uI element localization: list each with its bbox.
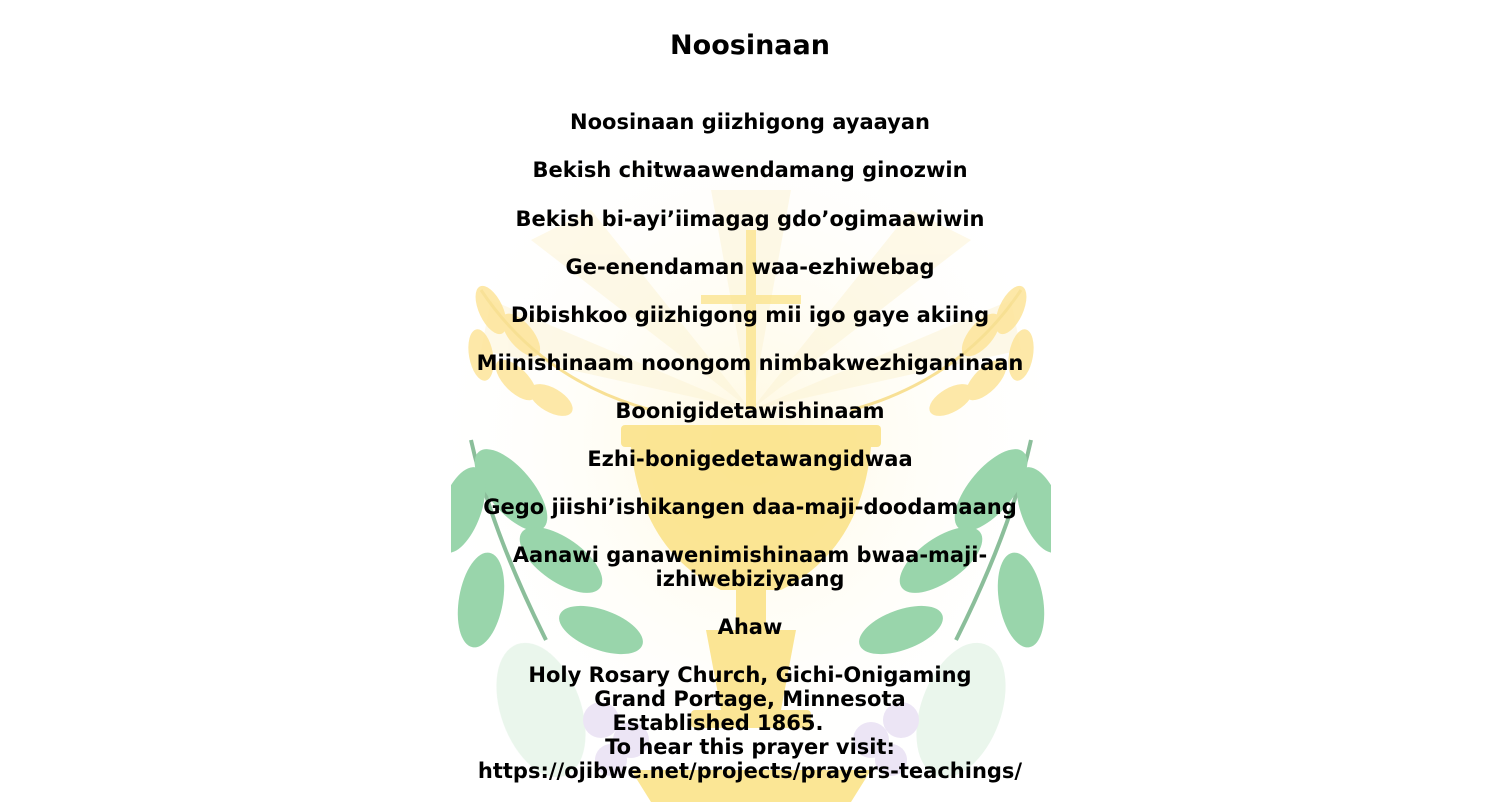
established-year: Established 1865. [612, 711, 824, 735]
prayer-line: Gego jiishi’ishikangen daa-maji-doodamaang [483, 495, 1017, 519]
prayer-line: Miinishinaam noongom nimbakwezhiganinaan [476, 351, 1024, 375]
page-title: Noosinaan [670, 30, 830, 61]
prayer-line: izhiwebiziyaang [655, 567, 845, 591]
hear-prayer-prompt: To hear this prayer visit: [605, 735, 895, 759]
prayer-line: Ge-enendaman waa-ezhiwebag [565, 255, 935, 279]
prayer-line-amen: Ahaw [717, 615, 783, 639]
prayer-line: Noosinaan giizhigong ayaayan [570, 110, 930, 134]
prayer-line: Boonigidetawishinaam [615, 399, 885, 423]
church-name: Holy Rosary Church, Gichi-Onigaming [528, 663, 972, 687]
church-location: Grand Portage, Minnesota [594, 687, 906, 711]
prayer-line: Ezhi-bonigedetawangidwaa [587, 447, 913, 471]
church-info [0, 663, 1500, 783]
prayer-line: Bekish bi-ayi’iimagag gdo’ogimaawiwin [515, 207, 985, 231]
prayer-line: Aanawi ganawenimishinaam bwaa-maji- [512, 543, 988, 567]
prayer-line: Bekish chitwaawendamang ginozwin [532, 158, 968, 182]
prayer-url[interactable]: https://ojibwe.net/projects/prayers-teachings/ [477, 759, 1023, 783]
prayer-line: Dibishkoo giizhigong mii igo gaye akiing [510, 303, 990, 327]
